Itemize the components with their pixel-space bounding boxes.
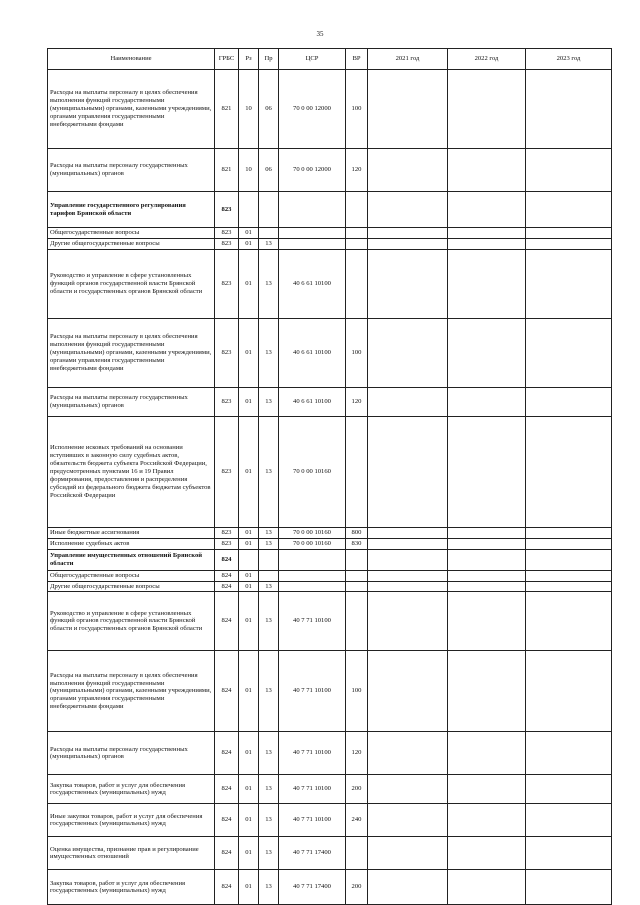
cell-y2022 [448, 538, 526, 549]
cell-y2021 [368, 238, 448, 249]
cell-y2022 [448, 527, 526, 538]
cell-vr: 120 [346, 149, 368, 192]
cell-y2021 [368, 775, 448, 804]
cell-y2023 [526, 837, 612, 870]
cell-grbs: 823 [215, 538, 239, 549]
cell-vr: 240 [346, 804, 368, 837]
cell-grbs: 824 [215, 804, 239, 837]
cell-pr: 13 [259, 238, 279, 249]
cell-y2021 [368, 192, 448, 228]
cell-y2021 [368, 538, 448, 549]
cell-y2023 [526, 149, 612, 192]
cell-name: Расходы на выплаты персоналу в целях обеспечения выполнения функций государственными (муниципальными) органами, казенными учреждениями, органами управления государственными внебюджетными фондами [48, 651, 215, 732]
cell-grbs: 823 [215, 238, 239, 249]
cell-rz: 01 [239, 228, 259, 239]
cell-pr: 13 [259, 732, 279, 775]
cell-y2022 [448, 651, 526, 732]
cell-rz: 01 [239, 527, 259, 538]
cell-y2023 [526, 581, 612, 592]
table-row [48, 387, 612, 416]
cell-y2023 [526, 538, 612, 549]
cell-rz: 01 [239, 804, 259, 837]
table-row [48, 581, 612, 592]
cell-y2023 [526, 238, 612, 249]
cell-y2023 [526, 228, 612, 239]
cell-y2021 [368, 549, 448, 570]
cell-y2021 [368, 870, 448, 905]
cell-rz: 01 [239, 651, 259, 732]
cell-name: Расходы на выплаты персоналу государственных (муниципальных) органов [48, 149, 215, 192]
cell-pr [259, 570, 279, 581]
cell-vr [346, 416, 368, 527]
table-row [48, 732, 612, 775]
cell-rz [239, 192, 259, 228]
cell-y2022 [448, 149, 526, 192]
cell-y2021 [368, 249, 448, 318]
cell-grbs: 823 [215, 416, 239, 527]
cell-pr: 13 [259, 387, 279, 416]
cell-pr: 13 [259, 249, 279, 318]
cell-y2023 [526, 249, 612, 318]
cell-vr [346, 837, 368, 870]
cell-pr: 13 [259, 870, 279, 905]
cell-csr [279, 581, 346, 592]
cell-y2021 [368, 527, 448, 538]
table-row [48, 592, 612, 651]
cell-y2022 [448, 416, 526, 527]
cell-pr: 06 [259, 70, 279, 149]
cell-y2022 [448, 70, 526, 149]
table-row [48, 870, 612, 905]
cell-y2022 [448, 318, 526, 387]
table-row [48, 238, 612, 249]
cell-y2023 [526, 870, 612, 905]
cell-y2023 [526, 527, 612, 538]
cell-csr [279, 228, 346, 239]
cell-csr: 40 7 71 10100 [279, 775, 346, 804]
cell-csr: 40 7 71 10100 [279, 804, 346, 837]
cell-y2021 [368, 70, 448, 149]
cell-y2023 [526, 570, 612, 581]
cell-vr [346, 549, 368, 570]
col-header-2021: 2021 год [368, 49, 448, 70]
cell-rz: 01 [239, 249, 259, 318]
cell-rz: 01 [239, 581, 259, 592]
cell-rz: 01 [239, 238, 259, 249]
col-header-2022: 2022 год [448, 49, 526, 70]
cell-vr: 100 [346, 651, 368, 732]
cell-vr: 120 [346, 732, 368, 775]
table-row [48, 651, 612, 732]
cell-grbs: 821 [215, 70, 239, 149]
cell-csr: 70 0 00 12000 [279, 149, 346, 192]
cell-y2022 [448, 570, 526, 581]
cell-y2023 [526, 192, 612, 228]
cell-y2021 [368, 387, 448, 416]
cell-y2021 [368, 318, 448, 387]
cell-pr [259, 228, 279, 239]
cell-csr [279, 238, 346, 249]
cell-grbs: 821 [215, 149, 239, 192]
cell-vr [346, 592, 368, 651]
cell-rz: 01 [239, 570, 259, 581]
cell-vr [346, 238, 368, 249]
cell-y2021 [368, 732, 448, 775]
cell-grbs: 824 [215, 870, 239, 905]
cell-name: Закупка товаров, работ и услуг для обеспечения государственных (муниципальных) нужд [48, 775, 215, 804]
table-row [48, 228, 612, 239]
cell-grbs: 824 [215, 732, 239, 775]
cell-y2022 [448, 387, 526, 416]
col-header-rz: Рз [239, 49, 259, 70]
table-row [48, 527, 612, 538]
cell-y2023 [526, 804, 612, 837]
cell-name: Оценка имущества, признание прав и регулирование имущественных отношений [48, 837, 215, 870]
cell-csr: 40 7 71 10100 [279, 732, 346, 775]
cell-name: Расходы на выплаты персоналу в целях обеспечения выполнения функций государственными (муниципальными) органами, казенными учреждениями, органами управления государственными внебюджетными фондами [48, 318, 215, 387]
table-row [48, 192, 612, 228]
table-row [48, 416, 612, 527]
cell-rz: 01 [239, 387, 259, 416]
cell-y2023 [526, 592, 612, 651]
col-header-name: Наименование [48, 49, 215, 70]
table-body [48, 70, 612, 905]
cell-rz: 01 [239, 837, 259, 870]
cell-pr: 13 [259, 651, 279, 732]
cell-name: Другие общегосударственные вопросы [48, 238, 215, 249]
cell-grbs: 823 [215, 318, 239, 387]
cell-y2021 [368, 804, 448, 837]
cell-name: Руководство и управление в сфере установленных функций органов государственной власти Брянской области и государственных органов Брянской области [48, 592, 215, 651]
cell-name: Исполнение судебных актов [48, 538, 215, 549]
cell-pr: 13 [259, 775, 279, 804]
cell-y2022 [448, 549, 526, 570]
cell-name: Общегосударственные вопросы [48, 570, 215, 581]
table-row [48, 538, 612, 549]
cell-pr: 13 [259, 581, 279, 592]
cell-csr: 40 7 71 17400 [279, 837, 346, 870]
cell-csr [279, 192, 346, 228]
cell-pr: 13 [259, 804, 279, 837]
col-header-vr: ВР [346, 49, 368, 70]
table-row [48, 570, 612, 581]
cell-name: Иные бюджетные ассигнования [48, 527, 215, 538]
cell-y2023 [526, 651, 612, 732]
table-row [48, 318, 612, 387]
cell-y2023 [526, 70, 612, 149]
cell-csr: 70 0 00 10160 [279, 527, 346, 538]
cell-vr: 200 [346, 870, 368, 905]
cell-pr: 13 [259, 527, 279, 538]
cell-grbs: 824 [215, 592, 239, 651]
cell-csr: 40 6 61 10100 [279, 387, 346, 416]
cell-vr: 100 [346, 318, 368, 387]
cell-grbs: 824 [215, 570, 239, 581]
cell-vr [346, 192, 368, 228]
table-row [48, 249, 612, 318]
cell-y2021 [368, 570, 448, 581]
cell-grbs: 823 [215, 249, 239, 318]
cell-csr: 40 7 71 17400 [279, 870, 346, 905]
cell-grbs: 824 [215, 651, 239, 732]
cell-grbs: 823 [215, 192, 239, 228]
cell-csr: 70 0 00 10160 [279, 538, 346, 549]
cell-y2022 [448, 192, 526, 228]
cell-name: Расходы на выплаты персоналу государственных (муниципальных) органов [48, 732, 215, 775]
cell-y2021 [368, 149, 448, 192]
cell-grbs: 823 [215, 387, 239, 416]
cell-y2021 [368, 228, 448, 239]
cell-name: Другие общегосударственные вопросы [48, 581, 215, 592]
cell-csr [279, 549, 346, 570]
cell-grbs: 823 [215, 527, 239, 538]
page-number: 35 [316, 30, 324, 38]
table-row [48, 837, 612, 870]
cell-name: Иные закупки товаров, работ и услуг для обеспечения государственных (муниципальных) нужд [48, 804, 215, 837]
cell-name: Руководство и управление в сфере установленных функций органов государственной власти Брянской области и государственных органов Брянской области [48, 249, 215, 318]
cell-name: Исполнение исковых требований на основании вступивших в законную силу судебных актов, обязательств бюджета субъекта Российской Федерации, предусмотренных пунктами 16 и 19 Правил формирования, предоставления и распределения субсидий из федерального бюджета бюджетам субъектов Российской Федерации [48, 416, 215, 527]
budget-table [47, 48, 612, 905]
cell-rz: 01 [239, 416, 259, 527]
cell-csr: 70 0 00 10160 [279, 416, 346, 527]
cell-y2023 [526, 416, 612, 527]
cell-name: Управление имущественных отношений Брянской области [48, 549, 215, 570]
cell-vr: 200 [346, 775, 368, 804]
cell-y2022 [448, 581, 526, 592]
cell-y2021 [368, 581, 448, 592]
cell-rz: 01 [239, 318, 259, 387]
cell-vr [346, 581, 368, 592]
cell-rz: 01 [239, 732, 259, 775]
cell-rz: 10 [239, 149, 259, 192]
cell-rz: 01 [239, 870, 259, 905]
col-header-csr: ЦСР [279, 49, 346, 70]
cell-pr: 06 [259, 149, 279, 192]
cell-y2021 [368, 592, 448, 651]
table-row [48, 804, 612, 837]
cell-pr: 13 [259, 318, 279, 387]
cell-pr: 13 [259, 416, 279, 527]
cell-pr [259, 192, 279, 228]
cell-y2022 [448, 804, 526, 837]
cell-y2021 [368, 651, 448, 732]
cell-csr: 40 7 71 10100 [279, 592, 346, 651]
cell-csr: 70 0 00 12000 [279, 70, 346, 149]
col-header-grbs: ГРБС [215, 49, 239, 70]
cell-rz [239, 549, 259, 570]
cell-grbs: 824 [215, 549, 239, 570]
cell-y2023 [526, 732, 612, 775]
cell-grbs: 823 [215, 228, 239, 239]
cell-grbs: 824 [215, 775, 239, 804]
cell-pr: 13 [259, 538, 279, 549]
cell-rz: 01 [239, 592, 259, 651]
cell-rz: 01 [239, 775, 259, 804]
cell-y2022 [448, 775, 526, 804]
cell-vr: 120 [346, 387, 368, 416]
table-row [48, 70, 612, 149]
cell-csr: 40 7 71 10100 [279, 651, 346, 732]
cell-y2021 [368, 837, 448, 870]
table-row [48, 775, 612, 804]
table-row [48, 549, 612, 570]
cell-y2023 [526, 775, 612, 804]
cell-grbs: 824 [215, 581, 239, 592]
cell-vr [346, 249, 368, 318]
cell-vr: 800 [346, 527, 368, 538]
col-header-2023: 2023 год [526, 49, 612, 70]
cell-y2022 [448, 249, 526, 318]
cell-csr: 40 6 61 10100 [279, 318, 346, 387]
cell-vr: 830 [346, 538, 368, 549]
cell-pr: 13 [259, 837, 279, 870]
cell-vr [346, 570, 368, 581]
col-header-pr: Пр [259, 49, 279, 70]
cell-y2021 [368, 416, 448, 527]
cell-name: Расходы на выплаты персоналу государственных (муниципальных) органов [48, 387, 215, 416]
cell-name: Общегосударственные вопросы [48, 228, 215, 239]
cell-csr [279, 570, 346, 581]
cell-csr: 40 6 61 10100 [279, 249, 346, 318]
cell-y2022 [448, 732, 526, 775]
cell-y2023 [526, 387, 612, 416]
cell-pr [259, 549, 279, 570]
cell-y2022 [448, 228, 526, 239]
cell-vr [346, 228, 368, 239]
cell-name: Управление государственного регулирования тарифов Брянской области [48, 192, 215, 228]
table-row [48, 149, 612, 192]
cell-y2023 [526, 549, 612, 570]
cell-rz: 01 [239, 538, 259, 549]
cell-y2023 [526, 318, 612, 387]
cell-vr: 100 [346, 70, 368, 149]
cell-name: Закупка товаров, работ и услуг для обеспечения государственных (муниципальных) нужд [48, 870, 215, 905]
cell-rz: 10 [239, 70, 259, 149]
cell-y2022 [448, 592, 526, 651]
cell-y2022 [448, 238, 526, 249]
cell-name: Расходы на выплаты персоналу в целях обеспечения выполнения функций государственными (муниципальными) органами, казенными учреждениями, органами управления государственными внебюджетными фондами [48, 70, 215, 149]
cell-grbs: 824 [215, 837, 239, 870]
cell-pr: 13 [259, 592, 279, 651]
cell-y2022 [448, 837, 526, 870]
table-header-row [48, 49, 612, 70]
cell-y2022 [448, 870, 526, 905]
